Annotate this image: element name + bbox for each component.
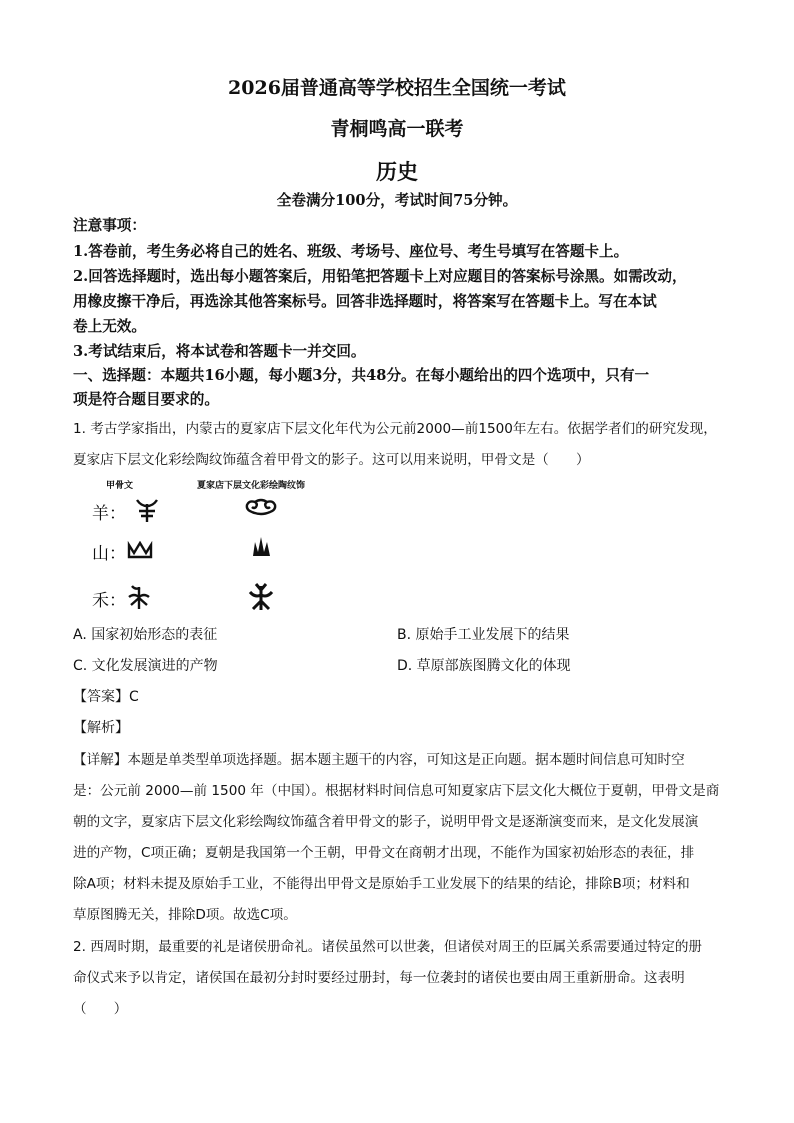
exam-name: 青桐鸣高一联考 [330,118,464,140]
question-1-text: 1. 考古学家指出，内蒙古的夏家店下层文化年代为公元前2000—前1500年左右。依据学者们的研究发现， [73,421,717,437]
question-1-text: 夏家店下层文化彩绘陶纹饰蕴含着甲骨文的影子。这可以用来说明，甲骨文是（ ） [73,452,590,468]
pottery-mountain-pattern [251,536,273,558]
oracle-mountain-glyph [127,541,153,559]
option-d: D. 草原部族图腾文化的体现 [397,658,571,674]
subject-title: 历史 [376,159,418,184]
detail-line: 朝的文字，夏家店下层文化彩绘陶纹饰蕴含着甲骨文的影子，说明甲骨文是逐渐演变而来，是文化发展演 [73,814,699,830]
detail-line: 【详解】本题是单类型单项选择题。据本题主题干的内容，可知这是正向题。据本题时间信息可知时空 [73,752,685,768]
option-a: A. 国家初始形态的表征 [73,627,218,643]
oracle-sheep-glyph [133,496,161,524]
analysis-tag: 【解析】 [73,720,129,736]
detail-line: 草原图腾无关，排除D项。故选C项。 [73,907,297,923]
option-c: C. 文化发展演进的产物 [73,658,218,674]
figure-row-label: 羊： [92,504,126,524]
note-item: 1.答卷前，考生务必将自己的姓名、班级、考场号、座位号、考生号填写在答题卡上。 [73,243,629,260]
pottery-sheep-pattern [244,498,278,518]
question-2-text: （ ） [73,1001,128,1017]
figure-row-label: 山： [92,544,126,564]
exam-title: 2026届普通高等学校招生全国统一考试 [228,77,566,99]
section-heading: 项是符合题目要求的。 [73,391,219,408]
note-item: 用橡皮擦干净后，再选涂其他答案标号。回答非选择题时，将答案写在答题卡上。写在本试 [73,293,657,310]
detail-line: 进的产物，C项正确；夏朝是我国第一个王朝，甲骨文在商朝才出现，不能作为国家初始形态的表征，排 [73,845,695,861]
detail-line: 是：公元前 2000—前 1500 年（中国）。根据材料时间信息可知夏家店下层文化大概位于夏朝，甲骨文是商 [73,783,720,799]
note-item: 3.考试结束后，将本试卷和答题卡一并交回。 [73,343,366,360]
figure-col2-header: 夏家店下层文化彩绘陶纹饰 [197,481,306,491]
note-item: 卷上无效。 [73,318,146,335]
question-2-text: 命仪式来予以肯定，诸侯国在最初分封时要经过册封，每一位袭封的诸侯也要由周王重新册命。这表明 [73,970,685,986]
figure-row-label: 禾： [92,591,126,611]
note-item: 2.回答选择题时，选出每小题答案后，用铅笔把答题卡上对应题目的答案标号涂黑。如需改动， [73,268,687,285]
oracle-grain-glyph [126,583,152,611]
section-heading: 一、选择题：本题共16小题，每小题3分，共48分。在每小题给出的四个选项中，只有一 [73,367,650,384]
score-time: 全卷满分100分，考试时间75分钟。 [276,192,518,209]
answer-tag: 【答案】C [73,689,139,705]
question-2-text: 2. 西周时期，最重要的礼是诸侯册命礼。诸侯虽然可以世袭，但诸侯对周王的臣属关系需要通过特定的册 [73,939,703,955]
detail-line: 除A项；材料未提及原始手工业，不能得出甲骨文是原始手工业发展下的结果的结论，排除B项；材料和 [73,876,690,892]
option-b: B. 原始手工业发展下的结果 [397,627,570,643]
figure-col1-header: 甲骨文 [106,481,134,491]
pottery-grain-pattern [246,582,276,612]
notes-heading: 注意事项： [73,217,146,234]
